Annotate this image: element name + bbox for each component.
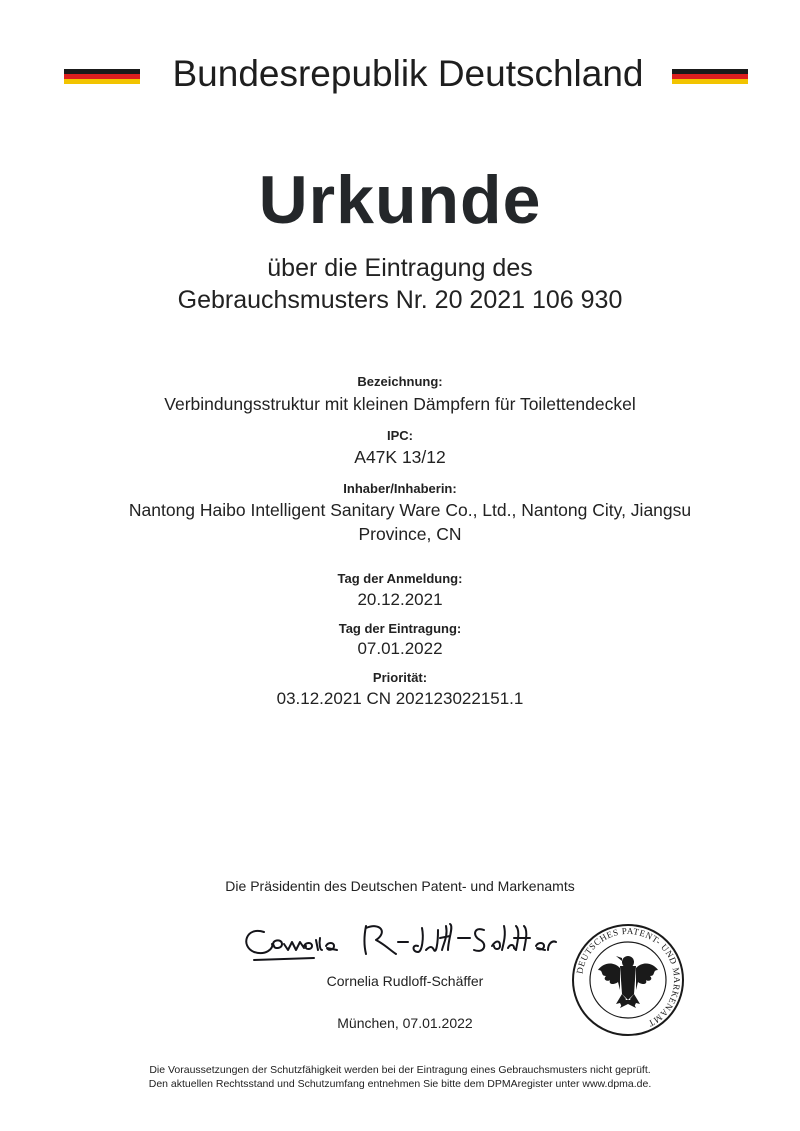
filing-date-label: Tag der Anmeldung: — [337, 571, 463, 586]
owner-label: Inhaber/Inhaberin: — [343, 481, 457, 496]
document-subtitle: über die Eintragung des — [267, 254, 533, 282]
official-seal — [570, 922, 686, 1038]
owner-value-line: Nantong Haibo Intelligent Sanitary Ware Co., Ltd., Nantong City, Jiangsu — [128, 500, 692, 520]
owner-value — [100, 498, 720, 546]
footer-note: Die Voraussetzungen der Schutzfähigkeit werden bei der Eintragung eines Gebrauchsmusters nicht geprüft. — [149, 1064, 651, 1076]
office-title: Die Präsidentin des Deutschen Patent- und Markenamts — [225, 878, 575, 894]
handwritten-signature — [236, 912, 576, 968]
priority-label: Priorität: — [372, 670, 428, 685]
signer-name: Cornelia Rudloff-Schäffer — [326, 973, 484, 989]
seal-text: DEUTSCHES PATENT- UND MARKENAMT — [574, 925, 683, 1029]
footer-note: Den aktuellen Rechtsstand und Schutzumfang entnehmen Sie bitte dem DPMAregister unter www.dpma.de. — [148, 1078, 652, 1090]
ipc-label: IPC: — [387, 428, 413, 443]
place-and-date: München, 07.01.2022 — [337, 1015, 473, 1031]
owner-value-line: Province, CN — [358, 524, 462, 544]
document-title: Urkunde — [258, 162, 542, 238]
german-flag-icon — [64, 69, 140, 84]
filing-date-value: 20.12.2021 — [357, 590, 443, 609]
header — [0, 52, 800, 96]
country-name: Bundesrepublik Deutschland — [172, 53, 644, 94]
registration-number: Gebrauchsmusters Nr. 20 2021 106 930 — [177, 286, 623, 314]
designation-label: Bezeichnung: — [357, 374, 443, 389]
german-flag-icon — [672, 69, 748, 84]
designation-value: Verbindungsstruktur mit kleinen Dämpfern für Toilettendeckel — [164, 394, 636, 414]
federal-eagle-icon — [598, 956, 658, 1008]
registration-date-value: 07.01.2022 — [357, 639, 443, 658]
registration-date-label: Tag der Eintragung: — [338, 621, 462, 636]
priority-value: 03.12.2021 CN 202123022151.1 — [276, 689, 524, 708]
ipc-value: A47K 13/12 — [354, 447, 446, 467]
